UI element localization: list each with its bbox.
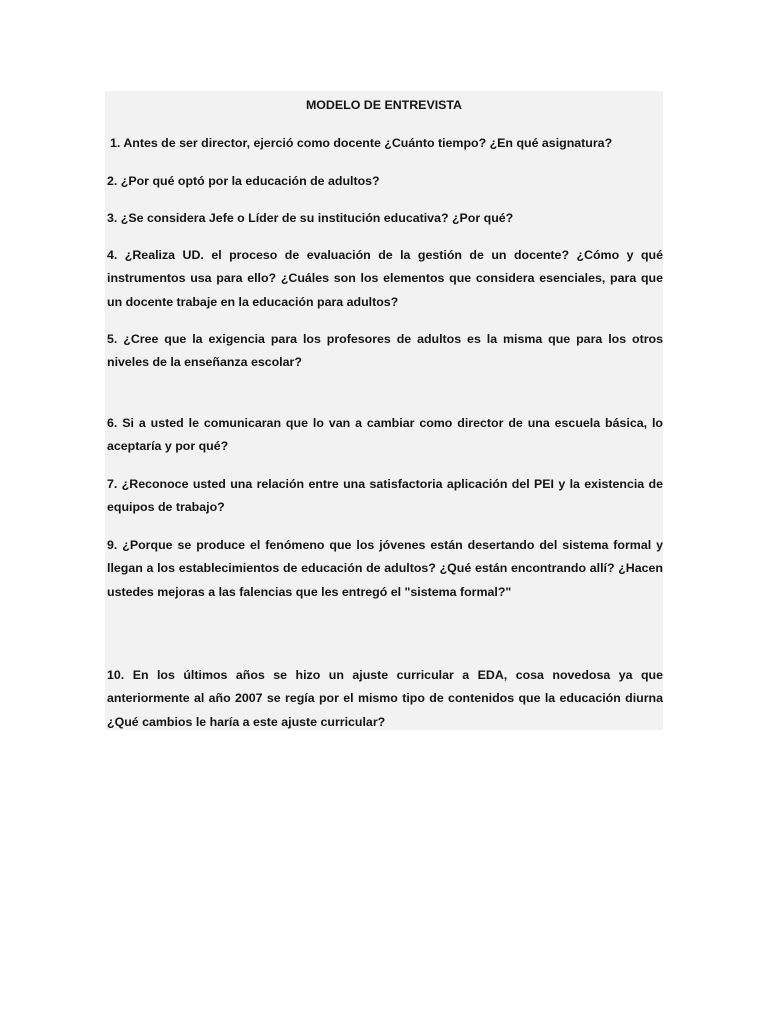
question-5: 5. ¿Cree que la exigencia para los profesores de adultos es la misma que para los otros niveles de la enseñanza escolar? xyxy=(107,332,663,370)
question-6: 6. Si a usted le comunicaran que lo van a cambiar como director de una escuela básica, lo aceptaría y por qué? xyxy=(107,416,663,454)
question-10: 10. En los últimos años se hizo un ajuste curricular a EDA, cosa novedosa ya que anteriormente al año 2007 se regía por el mismo tipo de contenidos que la educación diurna ¿Qué cambios le haría a este ajuste curricular? xyxy=(107,668,663,729)
question-4: 4. ¿Realiza UD. el proceso de evaluación de la gestión de un docente? ¿Cómo y qué instrumentos usa para ello? ¿Cuáles son los elementos que considera esenciales, para que un docente trabaje en la educación para adultos? xyxy=(107,248,663,309)
question-3: 3. ¿Se considera Jefe o Líder de su institución educativa? ¿Por qué? xyxy=(107,211,514,225)
question-1: 1. Antes de ser director, ejerció como docente ¿Cuánto tiempo? ¿En qué asignatura? xyxy=(110,136,613,150)
document-title: MODELO DE ENTREVISTA xyxy=(305,98,463,112)
question-9: 9. ¿Porque se produce el fenómeno que los jóvenes están desertando del sistema formal y llegan a los establecimientos de educación de adultos? ¿Qué están encontrando allí? ¿Hacen ustedes mejoras a las falencias que les entregó el "sistema formal?" xyxy=(107,538,663,599)
document-page xyxy=(105,91,663,730)
question-2: 2. ¿Por qué optó por la educación de adultos? xyxy=(107,174,380,188)
question-7: 7. ¿Reconoce usted una relación entre una satisfactoria aplicación del PEI y la existencia de equipos de trabajo? xyxy=(107,477,663,515)
